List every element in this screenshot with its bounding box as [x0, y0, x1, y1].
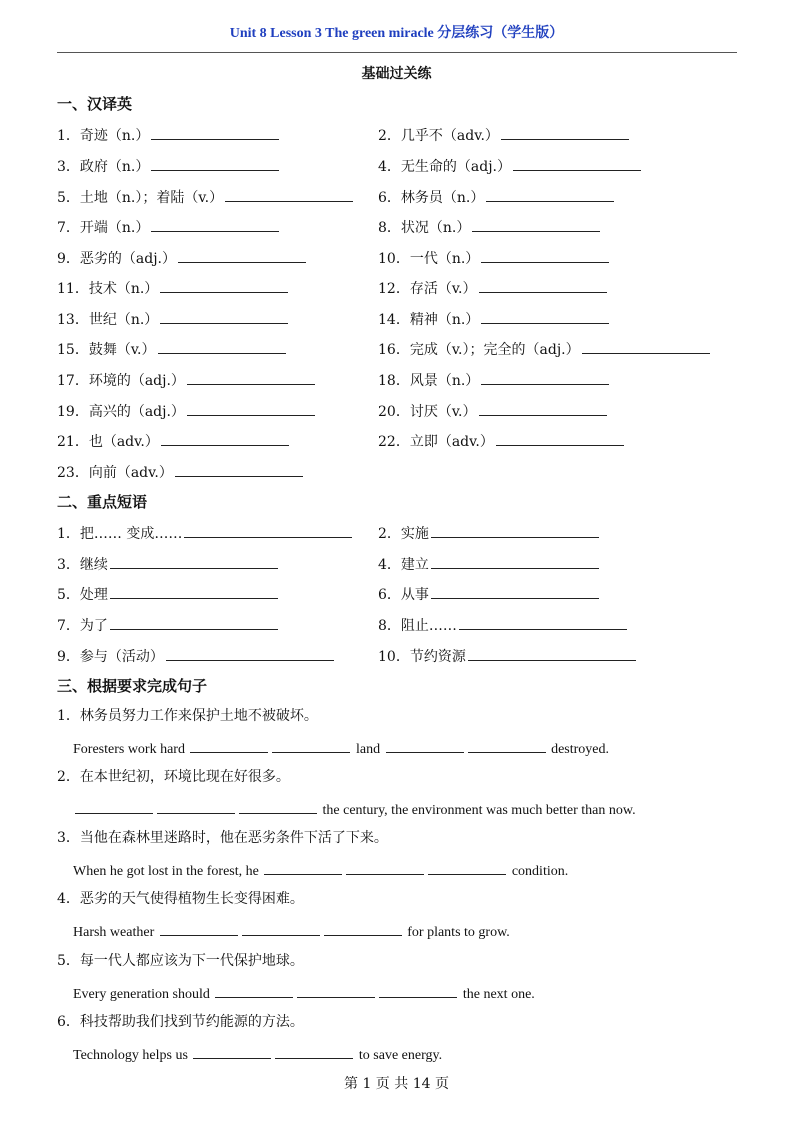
answer-blank[interactable] — [151, 155, 279, 171]
answer-blank[interactable] — [324, 920, 402, 936]
question-english: Technology helps us to save energy. — [73, 1043, 442, 1064]
translation-item: 8．状况（n.） — [378, 216, 600, 238]
answer-blank[interactable] — [472, 216, 600, 232]
question-english: When he got lost in the forest, he condition. — [73, 859, 568, 880]
section-heading-translation: 一、汉译英 — [57, 95, 133, 113]
answer-blank[interactable] — [184, 522, 352, 538]
answer-blank[interactable] — [275, 1043, 353, 1059]
answer-blank[interactable] — [161, 430, 289, 446]
answer-blank[interactable] — [468, 737, 546, 753]
translation-item: 18．风景（n.） — [378, 369, 609, 391]
question-english: the century, the environment was much better than now. — [73, 798, 636, 819]
translation-item: 17．环境的（adj.） — [57, 369, 315, 391]
translation-item: 19．高兴的（adj.） — [57, 400, 315, 422]
answer-blank[interactable] — [431, 583, 599, 599]
answer-blank[interactable] — [110, 553, 278, 569]
phrase-item: 6．从事 — [378, 583, 599, 605]
answer-blank[interactable] — [110, 614, 278, 630]
question-chinese: 2．在本世纪初，环境比现在好很多。 — [57, 769, 290, 785]
answer-blank[interactable] — [479, 277, 607, 293]
question-chinese: 5．每一代人都应该为下一代保护地球。 — [57, 953, 304, 969]
answer-blank[interactable] — [151, 124, 279, 140]
answer-blank[interactable] — [160, 920, 238, 936]
answer-blank[interactable] — [479, 400, 607, 416]
answer-blank[interactable] — [459, 614, 627, 630]
translation-item: 23．向前（adv.） — [57, 461, 303, 483]
answer-blank[interactable] — [297, 982, 375, 998]
question-english: Every generation should the next one. — [73, 982, 535, 1003]
answer-blank[interactable] — [272, 737, 350, 753]
translation-item: 10．一代（n.） — [378, 247, 609, 269]
answer-blank[interactable] — [431, 553, 599, 569]
header-divider — [57, 52, 737, 53]
section-heading-sentences: 三、根据要求完成句子 — [57, 677, 208, 695]
answer-blank[interactable] — [215, 982, 293, 998]
translation-item: 1．奇迹（n.） — [57, 124, 279, 146]
phrase-item: 4．建立 — [378, 553, 599, 575]
answer-blank[interactable] — [110, 583, 278, 599]
answer-blank[interactable] — [379, 982, 457, 998]
answer-blank[interactable] — [160, 277, 288, 293]
translation-item: 9．恶劣的（adj.） — [57, 247, 306, 269]
translation-item: 22．立即（adv.） — [378, 430, 624, 452]
answer-blank[interactable] — [193, 1043, 271, 1059]
phrase-item: 1．把…… 变成…… — [57, 522, 352, 544]
answer-blank[interactable] — [242, 920, 320, 936]
answer-blank[interactable] — [225, 186, 353, 202]
answer-blank[interactable] — [481, 308, 609, 324]
translation-item: 2．几乎不（adv.） — [378, 124, 629, 146]
phrase-item: 8．阻止…… — [378, 614, 627, 636]
answer-blank[interactable] — [151, 216, 279, 232]
translation-item: 7．开端（n.） — [57, 216, 279, 238]
phrase-item: 5．处理 — [57, 583, 278, 605]
answer-blank[interactable] — [178, 247, 306, 263]
answer-blank[interactable] — [264, 859, 342, 875]
answer-blank[interactable] — [386, 737, 464, 753]
answer-blank[interactable] — [190, 737, 268, 753]
answer-blank[interactable] — [582, 338, 710, 354]
page-header: Unit 8 Lesson 3 The green miracle 分层练习（学生版） — [229, 26, 564, 41]
translation-item: 15．鼓舞（v.） — [57, 338, 286, 360]
answer-blank[interactable] — [239, 798, 317, 814]
translation-item: 20．讨厌（v.） — [378, 400, 607, 422]
answer-blank[interactable] — [513, 155, 641, 171]
answer-blank[interactable] — [428, 859, 506, 875]
translation-item: 12．存活（v.） — [378, 277, 607, 299]
phrase-item: 9．参与（活动） — [57, 645, 334, 667]
answer-blank[interactable] — [468, 645, 636, 661]
question-chinese: 1．林务员努力工作来保护土地不被破坏。 — [57, 708, 318, 724]
phrase-item: 7．为了 — [57, 614, 278, 636]
answer-blank[interactable] — [157, 798, 235, 814]
answer-blank[interactable] — [175, 461, 303, 477]
answer-blank[interactable] — [431, 522, 599, 538]
page-footer: 第 1 页 共 14 页 — [344, 1076, 449, 1092]
translation-item: 13．世纪（n.） — [57, 308, 288, 330]
answer-blank[interactable] — [481, 247, 609, 263]
answer-blank[interactable] — [481, 369, 609, 385]
translation-item: 11．技术（n.） — [57, 277, 288, 299]
question-chinese: 3．当他在森林里迷路时，他在恶劣条件下活了下来。 — [57, 830, 388, 846]
answer-blank[interactable] — [160, 308, 288, 324]
answer-blank[interactable] — [187, 369, 315, 385]
translation-item: 5．土地（n.）；着陆（v.） — [57, 186, 353, 208]
question-english: Harsh weather for plants to grow. — [73, 920, 510, 941]
phrase-item: 10．节约资源 — [378, 645, 636, 667]
translation-item: 21．也（adv.） — [57, 430, 289, 452]
answer-blank[interactable] — [486, 186, 614, 202]
section-heading-phrases: 二、重点短语 — [57, 493, 148, 511]
translation-item: 16．完成（v.）；完全的（adj.） — [378, 338, 710, 360]
question-chinese: 6．科技帮助我们找到节约能源的方法。 — [57, 1014, 304, 1030]
phrase-item: 3．继续 — [57, 553, 278, 575]
question-chinese: 4．恶劣的天气使得植物生长变得困难。 — [57, 891, 304, 907]
answer-blank[interactable] — [187, 400, 315, 416]
phrase-item: 2．实施 — [378, 522, 599, 544]
translation-item: 3．政府（n.） — [57, 155, 279, 177]
translation-item: 6．林务员（n.） — [378, 186, 614, 208]
translation-item: 14．精神（n.） — [378, 308, 609, 330]
answer-blank[interactable] — [346, 859, 424, 875]
answer-blank[interactable] — [501, 124, 629, 140]
answer-blank[interactable] — [75, 798, 153, 814]
answer-blank[interactable] — [496, 430, 624, 446]
question-english: Foresters work hard land destroyed. — [73, 737, 609, 758]
document-title: 基础过关练 — [361, 66, 432, 82]
answer-blank[interactable] — [158, 338, 286, 354]
answer-blank[interactable] — [166, 645, 334, 661]
translation-item: 4．无生命的（adj.） — [378, 155, 641, 177]
